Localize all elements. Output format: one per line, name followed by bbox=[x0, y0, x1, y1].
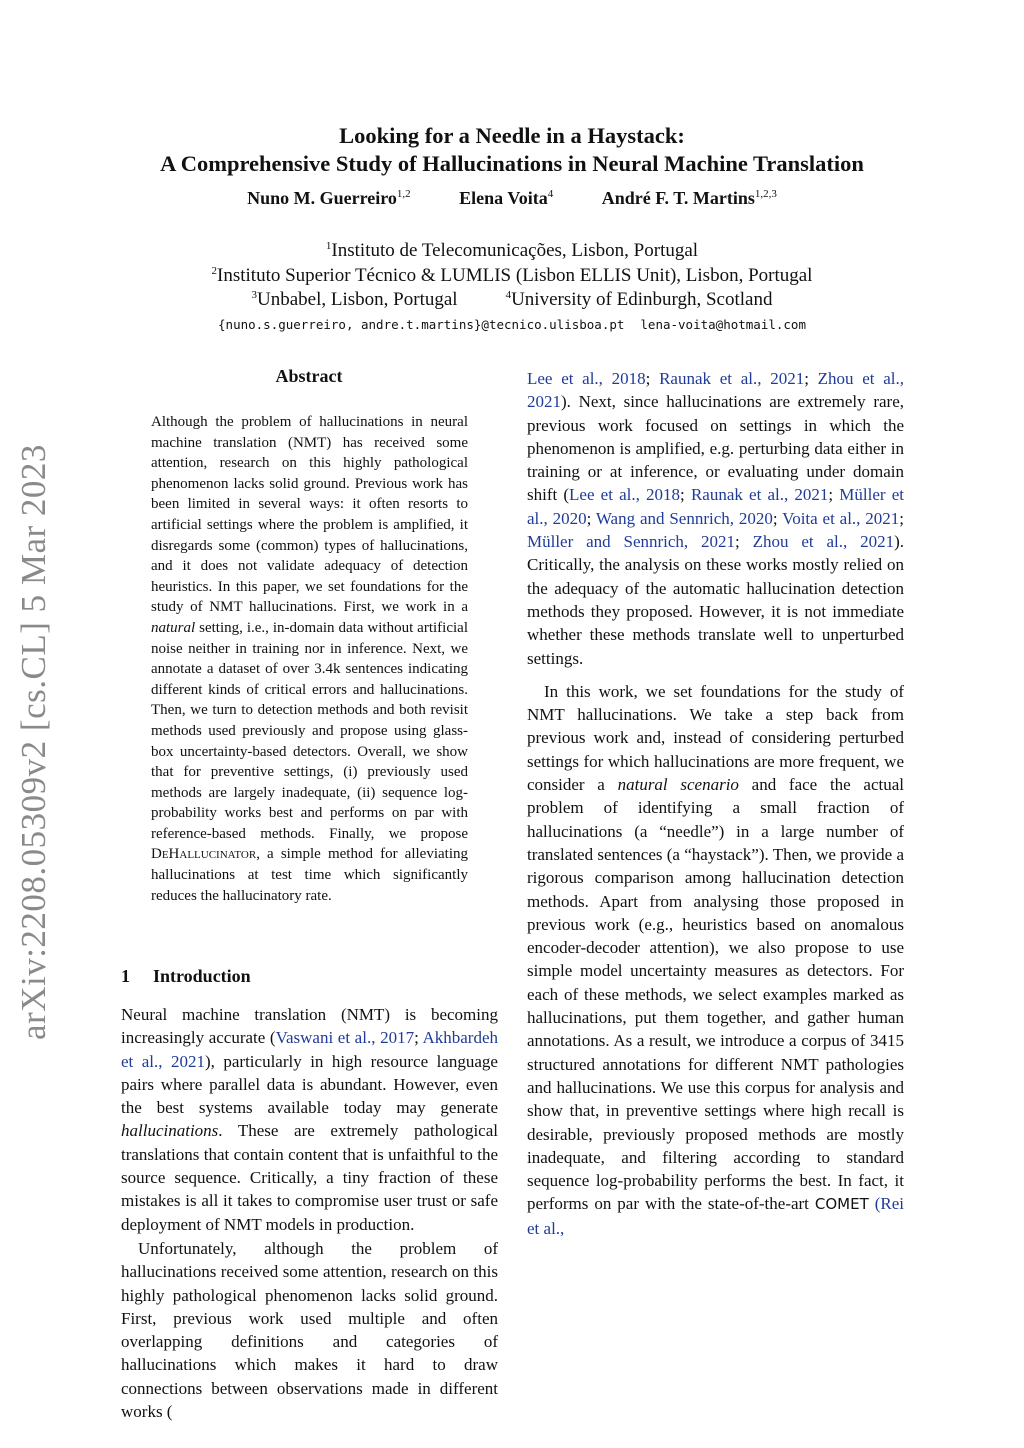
abstract-text: Although the problem of hallucinations in neural machine translation (NMT) has received some attention, research on this highly pathological phenomenon lacks solid ground. Previous work has been limited in several ways: it often resorts to artificial settings where the problem is amplified, it disregards some (common) types of hallucinations, and it does not validate adequacy of detection heuristics. In this paper, we set foundations for the study of NMT hallucinations. First, we work in a natural setting, i.e., in-domain data without artificial noise neither in training nor in inference. Next, we annotate a dataset of over 3.4k sentences indicating different kinds of critical errors and hallucinations. Then, we turn to detection methods and both revisit methods used previously and propose using glass-box uncertainty-based detectors. Overall, we show that for preventive settings, (i) previously used methods are largely inadequate, (ii) sequence log-probability works best and performs on par with reference-based methods. Finally, we propose DeHallucinator, a simple method for alleviating hallucinations at test time which significantly reduces the hallucinatory rate. bbox=[151, 414, 468, 904]
citation-link[interactable]: Akhbardeh et al., 2021 bbox=[121, 1028, 499, 1071]
paper-title-line1: Looking for a Needle in a Haystack: bbox=[339, 123, 685, 148]
arxiv-identifier-stamp: arXiv:2208.05309v2 [cs.CL] 5 Mar 2023 bbox=[14, 444, 53, 1040]
citation-link[interactable]: Raunak et al., 2021 bbox=[690, 485, 829, 505]
affiliation-2: $^2$Instituto Superior Técnico & LUMLIS (Lisbon ELLIS Unit), Lisbon, Portugal bbox=[211, 265, 813, 286]
citation-link[interactable]: Müller and Sennrich, 2021 bbox=[527, 532, 736, 552]
citation-link[interactable]: Vaswani et al., 2017 bbox=[275, 1028, 415, 1048]
section-heading-introduction: 1 Introduction bbox=[121, 966, 251, 986]
email-1: {nuno.s.guerreiro, andre.t.martins}@tecnico.ulisboa.pt bbox=[218, 317, 625, 332]
author: Elena Voita$^4$ bbox=[459, 188, 554, 208]
citation-link[interactable]: Zhou et al., 2021 bbox=[527, 369, 904, 412]
affiliation-3-4: $^3$Unbabel, Lisbon, Portugal $^4$University of Edinburgh, Scotland bbox=[251, 289, 773, 310]
intro-paragraph-1: Neural machine translation (NMT) is becoming increasingly accurate (Vaswani et al., 2017; Akhbardeh et al., 2021), particularly in high resource language pairs where parallel data is abundant. However, even the best systems available today may generate hallucinations. These are extremely pathological translations that contain content that is unfaithful to the source sequence. Critically, a tiny fraction of these mistakes is all it takes to compromise user trust or safe deployment of NMT models in production. bbox=[121, 1005, 499, 1234]
author-emails bbox=[0, 317, 1024, 332]
abstract-heading: Abstract bbox=[275, 366, 343, 386]
intro-paragraph-3: In this work, we set foundations for the study of NMT hallucinations. We take a step back from previous work and, instead of considering perturbed settings for which hallucinations are more frequent, we consider a natural scenario and face the actual problem of identifying a small fraction of hallucinations (a “needle”) in a large number of translated sentences (a “haystack”). Then, we provide a rigorous comparison among hallucination detection methods. Apart from analysing those proposed in previous work (e.g., heuristics based on anomalous encoder-decoder attention), we also propose to use simple model uncertainty measures as detectors. For each of these methods, we select examples marked as hallucinations, put them together, and gather human annotations. As a result, we introduce a corpus of 3415 structured annotations for different NMT pathologies and hallucinations. We use this corpus for analysis and show that, in preventive settings where high recall is desirable, previously proposed methods are mostly inadequate, and filtering according to standard sequence log-probability performs the best. In fact, it performs on par with the state-of-the-art COMET (Rei et al., bbox=[527, 681, 905, 1238]
citation-link[interactable]: Voita et al., 2021 bbox=[782, 508, 900, 528]
author: Nuno M. Guerreiro$^{1,2}$ bbox=[247, 188, 411, 208]
citation-link[interactable]: Lee et al., 2018 bbox=[527, 369, 646, 388]
left-column-body bbox=[121, 1003, 498, 1423]
intro-paragraph-2-start: Unfortunately, although the problem of hallucinations received some attention, research on this highly pathological phenomenon lacks solid ground. First, previous work used multiple and often overlapping definitions and categories of hallucinations which makes it hard to draw connections between observations made in different works ( bbox=[121, 1238, 498, 1422]
citation-link[interactable]: (Rei et al., bbox=[527, 1194, 904, 1238]
citation-link[interactable]: Raunak et al., 2021 bbox=[659, 369, 805, 388]
email-2: lena-voita@hotmail.com bbox=[640, 317, 806, 332]
right-column-body bbox=[527, 367, 904, 1240]
citation-link[interactable]: Zhou et al., 2021 bbox=[752, 532, 895, 552]
citation-link[interactable]: Müller et al., 2020 bbox=[527, 485, 904, 528]
author-list bbox=[0, 188, 1024, 209]
paper-title-line2: A Comprehensive Study of Hallucinations in Neural Machine Translation bbox=[160, 151, 864, 176]
citation-link[interactable]: Lee et al., 2018 bbox=[569, 485, 681, 505]
intro-paragraph-2-continued: Lee et al., 2018; Raunak et al., 2021; Zhou et al., 2021). Next, since hallucinations are extremely rare, previous work focused on settings in which the phenomenon is amplified, e.g. perturbing data either in training or at inference, or evaluating under domain shift (Lee et al., 2018; Raunak et al., 2021; Müller et al., 2020; Wang and Sennrich, 2020; Voita et al., 2021; Müller and Sennrich, 2021; Zhou et al., 2021). Critically, the analysis on these works mostly relied on the adequacy of the automatic hallucination detection methods they proposed. However, it is not immediate whether these methods translate well to unperturbed settings. bbox=[527, 369, 905, 668]
author: André F. T. Martins$^{1,2,3}$ bbox=[601, 188, 777, 208]
citation-link[interactable]: Wang and Sennrich, 2020 bbox=[595, 508, 773, 528]
affiliation-1: $^1$Instituto de Telecomunicações, Lisbon, Portugal bbox=[325, 240, 699, 261]
